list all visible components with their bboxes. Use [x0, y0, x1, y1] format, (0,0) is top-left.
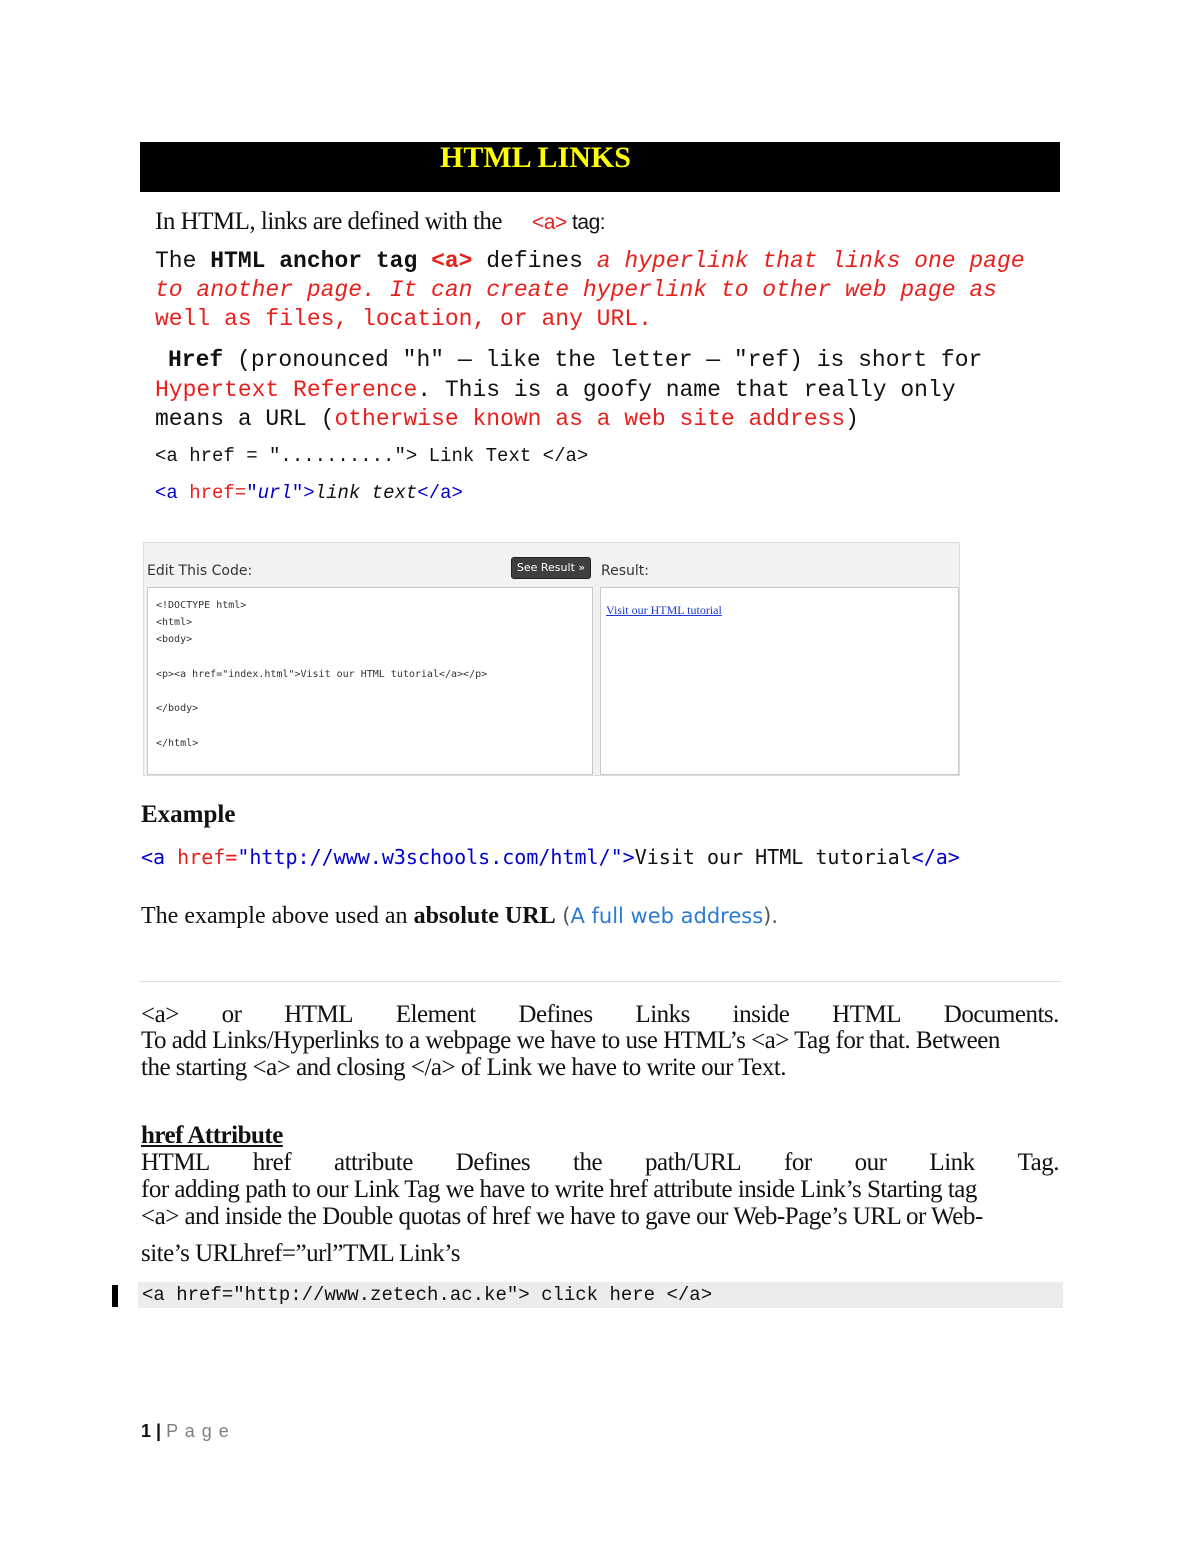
syntax2-q2: ": [291, 482, 304, 504]
code-line: <!DOCTYPE html>: [156, 600, 247, 611]
href-bold: Href: [168, 347, 224, 373]
page-label: P a g e: [166, 1421, 230, 1441]
code-line: <body>: [156, 634, 193, 645]
code-sample: <a href="http://www.zetech.ac.ke"> click here </a>: [142, 1284, 713, 1306]
word: HTML: [141, 1149, 210, 1176]
href-line-1: [168, 347, 982, 373]
href-line-2: [155, 377, 956, 403]
element-line-2: To add Links/Hyperlinks to a webpage we have to use HTML’s <a> Tag for that. Between: [141, 1027, 1000, 1054]
example-end: </a>: [911, 845, 960, 869]
element-line-3: the starting <a> and closing </a> of Link we have to write our Text.: [141, 1054, 787, 1081]
intro-tag: <a>: [532, 211, 567, 234]
intro-text: In HTML, links are defined with the: [155, 208, 502, 235]
edit-code-label: Edit This Code:: [147, 563, 253, 579]
word: Defines: [455, 1149, 531, 1176]
result-label: Result:: [601, 563, 649, 579]
note-a: The example above used an: [141, 903, 414, 929]
href-line-3-red: otherwise known as a web site address: [334, 406, 846, 432]
example-heading: Example: [141, 801, 236, 828]
example-val: "http://www.w3schools.com/html/": [237, 845, 623, 869]
anchor-text-a: The: [155, 248, 211, 274]
anchor-line-2-text: to another page. It can create hyperlink to other web page as: [155, 277, 997, 303]
word: HTML: [284, 1001, 354, 1028]
word: or: [221, 1001, 242, 1028]
word: Links: [635, 1001, 690, 1028]
anchor-line-2: [155, 277, 997, 303]
syntax2-attr: href=: [189, 482, 247, 504]
word: Documents.: [943, 1001, 1059, 1028]
note-full-web-address: A full web address: [570, 904, 764, 928]
result-link[interactable]: Visit our HTML tutorial: [606, 603, 722, 617]
page-title: HTML LINKS: [440, 141, 631, 174]
code-line: <html>: [156, 617, 193, 628]
href-attr-line-1: [141, 1149, 1059, 1177]
word: attribute: [334, 1149, 413, 1176]
word: HTML: [832, 1001, 901, 1028]
word: for: [784, 1149, 812, 1176]
href-attr-line-3: <a> and inside the Double quotas of href we have to gave our Web-Page’s URL or Web-: [141, 1203, 983, 1230]
word: <a>: [141, 1001, 179, 1028]
anchor-tag: <a>: [417, 248, 473, 274]
page-sep: |: [151, 1421, 167, 1441]
element-line-1: [141, 1001, 1059, 1029]
syntax2-text: link text: [314, 482, 418, 504]
word: inside: [732, 1001, 790, 1028]
href-attribute-heading: href Attribute: [141, 1122, 283, 1149]
word: Link: [929, 1149, 975, 1176]
code-line: </html>: [156, 738, 199, 749]
divider: [140, 981, 1061, 982]
syntax2-open: <a: [155, 482, 190, 504]
syntax2-end: </a>: [417, 482, 463, 504]
word: href: [252, 1149, 292, 1176]
result-pane: [600, 587, 959, 775]
note-e: ).: [763, 904, 779, 928]
example-note: [141, 903, 778, 930]
anchor-text-d: defines: [472, 248, 597, 274]
see-result-button[interactable]: See Result »: [511, 557, 591, 579]
anchor-text-bold: HTML anchor tag: [210, 248, 418, 274]
code-pane[interactable]: [147, 587, 593, 775]
code-line: </body>: [156, 703, 199, 714]
anchor-line-3: well as files, location, or any URL.: [155, 306, 652, 332]
editor-screenshot: [143, 542, 960, 776]
word: our: [854, 1149, 887, 1176]
href-line-3-a: means a URL (: [155, 406, 335, 432]
href-line-2-text: . This is a goofy name that really only: [417, 377, 956, 403]
syntax-line-1: <a href = ".........."> Link Text </a>: [155, 445, 589, 467]
hypertext-reference: Hypertext Reference: [155, 377, 418, 403]
syntax2-gt: >: [303, 482, 315, 504]
example-code: [141, 845, 960, 869]
href-line-1-text: (pronounced "h" — like the letter — "ref) is short for: [223, 347, 983, 373]
anchor-line-1: [155, 248, 1025, 274]
example-gt: >: [622, 845, 635, 869]
syntax2-q1: ": [246, 482, 258, 504]
change-bar: [112, 1285, 118, 1307]
syntax-line-2: [155, 482, 463, 504]
word: Defines: [518, 1001, 593, 1028]
page-number: 1: [141, 1421, 152, 1441]
intro-line: [155, 208, 605, 236]
example-open: <a: [141, 845, 178, 869]
href-line-3-c: ): [845, 406, 859, 432]
code-line: <p><a href="index.html">Visit our HTML tutorial</a></p>: [156, 669, 488, 680]
syntax2-val: url: [257, 482, 292, 504]
word: Element: [395, 1001, 476, 1028]
note-c: (: [555, 904, 571, 928]
word: the: [573, 1149, 603, 1176]
href-attr-line-4: site’s URLhref=”url”TML Link’s: [141, 1240, 460, 1267]
href-line-3: [155, 406, 859, 432]
intro-tag-suffix: tag:: [566, 211, 606, 234]
word: path/URL: [645, 1149, 742, 1176]
href-attr-line-2: for adding path to our Link Tag we have to write href attribute inside Link’s Starting tag: [141, 1176, 977, 1203]
word: Tag.: [1017, 1149, 1059, 1176]
page-footer: [141, 1421, 230, 1442]
example-text: Visit our HTML tutorial: [634, 845, 912, 869]
example-attr: href=: [177, 845, 238, 869]
anchor-text-italic: a hyperlink that links one page: [596, 248, 1025, 274]
note-absolute-url: absolute URL: [413, 903, 556, 929]
